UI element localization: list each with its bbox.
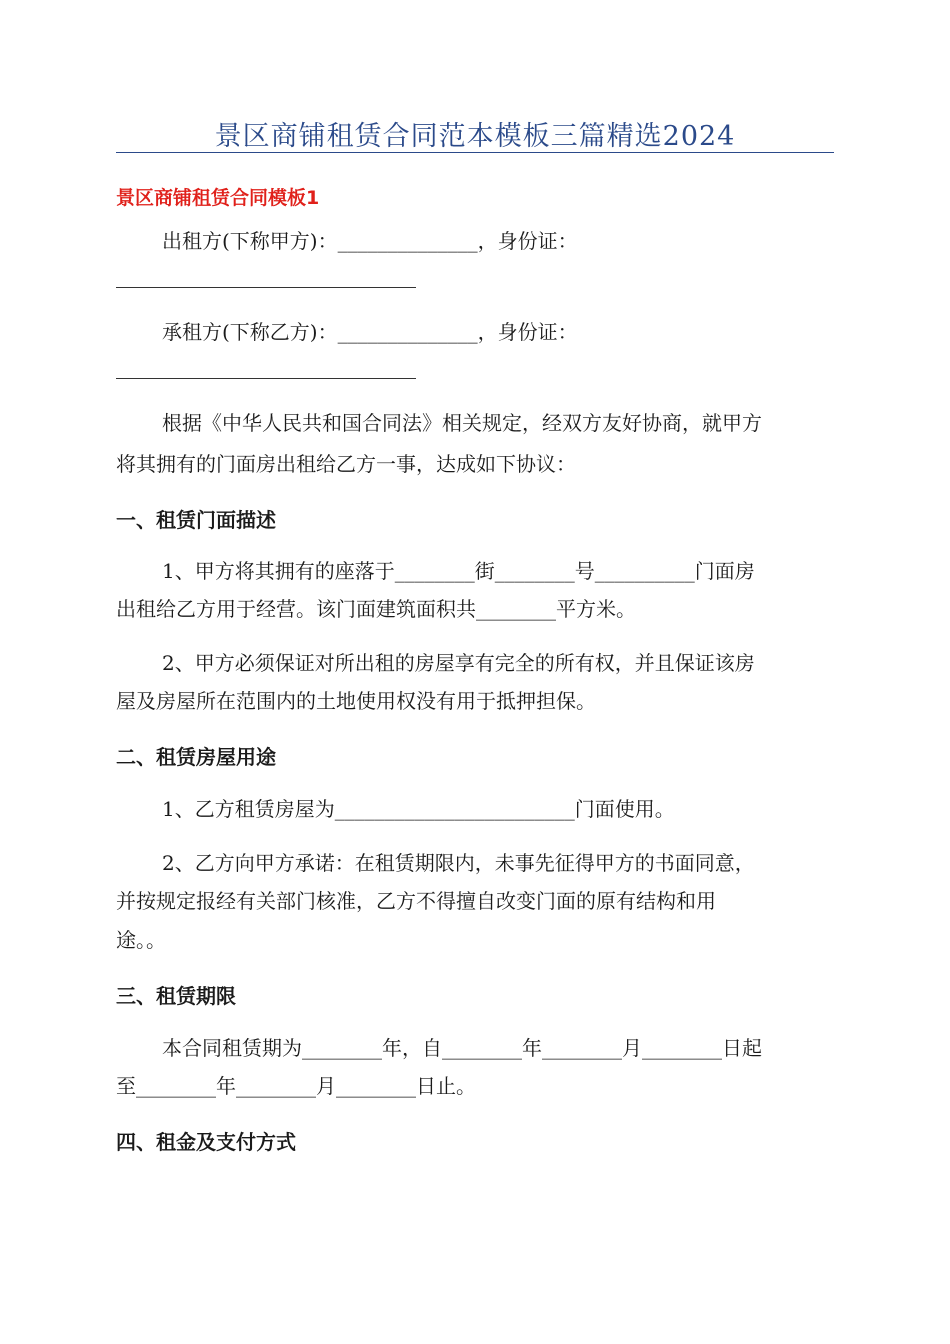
section-2-p2-line-2: 并按规定报经有关部门核准，乙方不得擅自改变门面的原有结构和用 [116, 889, 716, 913]
section-1-p2-line-2: 屋及房屋所在范围内的土地使用权没有用于抵押担保。 [116, 689, 596, 713]
section-1-p1-line-1: 1、甲方将其拥有的座落于________街________号__________门面房 [162, 559, 755, 583]
preamble-line-2: 将其拥有的门面房出租给乙方一事，达成如下协议： [116, 452, 576, 476]
section-3-heading: 三、租赁期限 [116, 984, 236, 1008]
template-heading: 景区商铺租赁合同模板1 [116, 187, 320, 209]
section-3-p1-line-2: 至________年________月________日止。 [116, 1074, 476, 1098]
section-2-p2-line-1: 2、乙方向甲方承诺：在租赁期限内，未事先征得甲方的书面同意， [162, 851, 755, 875]
preamble-line-1: 根据《中华人民共和国合同法》相关规定，经双方友好协商，就甲方 [162, 411, 762, 435]
section-2-p1-line-1: 1、乙方租赁房屋为________________________门面使用。 [162, 797, 675, 821]
lessor-line: 出租方(下称甲方)：______________，身份证： [162, 229, 578, 253]
lessee-line: 承租方(下称乙方)：______________，身份证： [162, 320, 578, 344]
section-4-heading: 四、租金及支付方式 [116, 1130, 296, 1154]
section-1-p1-line-2: 出租给乙方用于经营。该门面建筑面积共________平方米。 [116, 597, 636, 621]
lessee-id-blank [116, 378, 416, 379]
section-1-p2-line-1: 2、甲方必须保证对所出租的房屋享有完全的所有权，并且保证该房 [162, 651, 755, 675]
document-title: 景区商铺租赁合同范本模板三篇精选2024 [214, 121, 736, 152]
section-2-p2-line-3: 途。。 [116, 928, 166, 952]
lessor-id-blank [116, 287, 416, 288]
section-3-p1-line-1: 本合同租赁期为________年，自________年________月________日起 [162, 1036, 762, 1060]
section-2-heading: 二、租赁房屋用途 [116, 745, 276, 769]
title-divider [116, 152, 834, 153]
section-1-heading: 一、租赁门面描述 [116, 508, 276, 532]
